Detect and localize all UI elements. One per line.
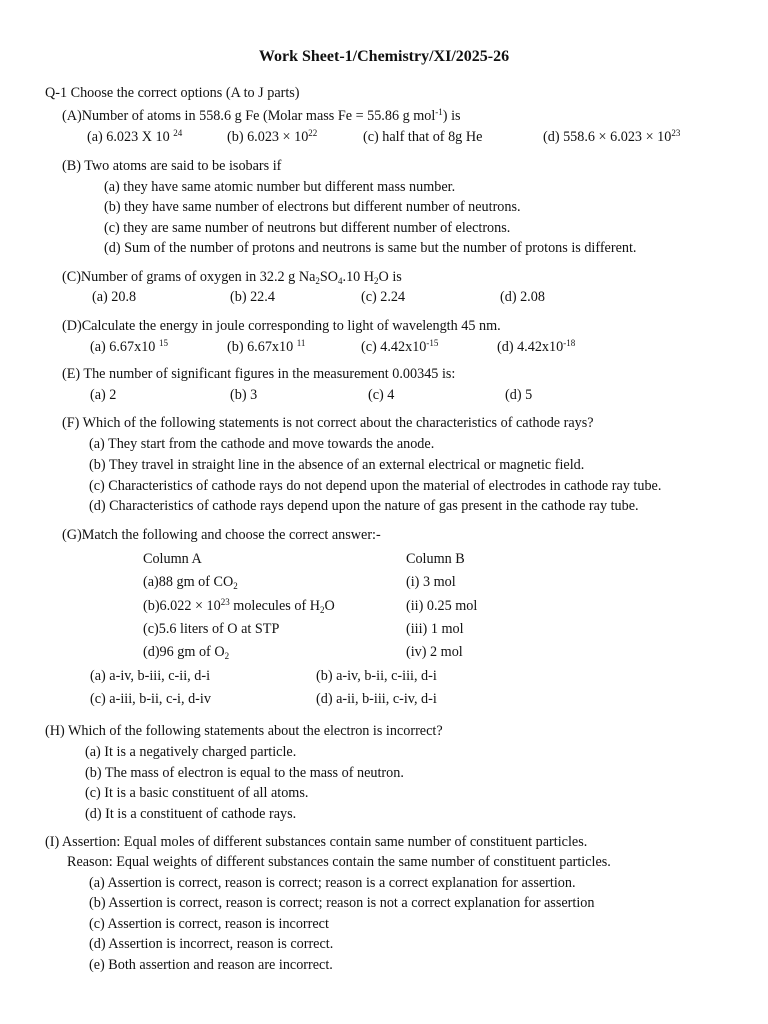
option-i-a: (a) Assertion is correct, reason is correct; reason is a correct explanation for assertion. xyxy=(89,875,576,891)
question-f: (F) Which of the following statements is not correct about the characteristics of cathode rays? xyxy=(62,415,594,431)
option-a-b: (b) $6.023 \times 10^{22}$ xyxy=(227,128,318,145)
reason-i: Reason: Equal weights of different substances contain the same number of constituent particles. xyxy=(67,854,611,870)
option-h-d: (d) It is a constituent of cathode rays. xyxy=(85,806,297,822)
column-a-header: Column A xyxy=(143,551,202,567)
option-c-b: (b) 22.4 xyxy=(230,289,275,305)
question-a xyxy=(62,107,461,125)
match-col-b-i: (i) 3 mol xyxy=(406,574,456,590)
option-i-d: (d) Assertion is incorrect, reason is correct. xyxy=(89,936,334,952)
option-e-c: (c) 4 xyxy=(368,387,395,403)
option-a-a: (a) 6.023 X 10 $^{24}$ xyxy=(87,128,183,145)
option-b-a: (a) they have same atomic number but different mass number. xyxy=(104,179,456,195)
match-col-b-iv: (iv) 2 mol xyxy=(406,644,463,660)
option-h-c: (c) It is a basic constituent of all atoms. xyxy=(85,785,309,801)
option-f-c: (c) Characteristics of cathode rays do not depend upon the material of electrodes in cathode ray tube. xyxy=(89,478,662,494)
question-e: (E) The number of significant figures in the measurement 0.00345 is: xyxy=(62,366,456,382)
worksheet-title: Work Sheet-1/Chemistry/XI/2025-26 xyxy=(258,48,510,65)
assertion-i: (I) Assertion: Equal moles of different substances contain same number of constituent particles. xyxy=(45,834,588,850)
option-f-a: (a) They start from the cathode and move towards the anode. xyxy=(89,436,435,452)
option-g-c: (c) a-iii, b-ii, c-i, d-iv xyxy=(90,691,211,707)
option-a-d: (d) $558.6 \times 6.023 \times 10^{23}$ xyxy=(543,128,681,145)
option-e-d: (d) 5 xyxy=(505,387,533,403)
question-b: (B) Two atoms are said to be isobars if xyxy=(62,158,282,174)
option-a-c: (c) half that of 8g He xyxy=(363,129,483,145)
option-g-a: (a) a-iv, b-iii, c-ii, d-i xyxy=(90,668,211,684)
option-d-c: (c) $4.42x10^{-15}$ xyxy=(361,338,439,355)
option-b-c: (c) they are same number of neutrons but different number of electrons. xyxy=(104,220,511,236)
match-row-c: (c)5.6 liters of O at STP xyxy=(143,621,280,637)
question-c: (C)Number of grams of oxygen in 32.2 g $Na_2SO_4.10$ $H_2O$ is xyxy=(62,269,402,286)
option-c-c: (c) 2.24 xyxy=(361,289,406,305)
option-e-b: (b) 3 xyxy=(230,387,258,403)
option-d-a: (a) 6.67x10 $^{15}$ xyxy=(90,338,168,355)
question-a-text-end: ) is xyxy=(442,108,461,124)
option-g-b: (b) a-iv, b-ii, c-iii, d-i xyxy=(316,668,437,684)
option-c-a: (a) 20.8 xyxy=(92,289,137,305)
question-h: (H) Which of the following statements about the electron is incorrect? xyxy=(45,723,443,739)
match-row-b: $(b)6.022 \times 10^{23}$ molecules of $H_2O$ xyxy=(143,597,335,615)
option-c-d: (d) 2.08 xyxy=(500,289,545,305)
option-d-d: (d) $4.42x10^{-18}$ xyxy=(497,338,576,355)
option-f-b: (b) They travel in straight line in the absence of an external electrical or magnetic field. xyxy=(89,457,585,473)
option-e-a: (a) 2 xyxy=(90,387,117,403)
option-b-d: (d) Sum of the number of protons and neutrons is same but the number of protons is different. xyxy=(104,240,637,256)
match-col-b-ii: (ii) 0.25 mol xyxy=(406,598,478,614)
option-h-a: (a) It is a negatively charged particle. xyxy=(85,744,297,760)
option-i-c: (c) Assertion is correct, reason is incorrect xyxy=(89,916,329,932)
option-b-b: (b) they have same number of electrons but different number of neutrons. xyxy=(104,199,521,215)
q1-heading: Q-1 Choose the correct options (A to J parts) xyxy=(45,85,300,101)
question-d: (D)Calculate the energy in joule corresponding to light of wavelength 45 nm. xyxy=(62,318,501,334)
column-b-header: Column B xyxy=(406,551,465,567)
question-a-label: (A) xyxy=(62,108,82,124)
match-row-d: (d)96 gm of $O_2$ xyxy=(143,644,230,661)
option-h-b: (b) The mass of electron is equal to the mass of neutron. xyxy=(85,765,404,781)
option-i-b: (b) Assertion is correct, reason is correct; reason is not a correct explanation for assertion xyxy=(89,895,595,911)
question-a-text: Number of atoms in 558.6 g Fe (Molar mass Fe = 55.86 g mol xyxy=(81,108,436,124)
option-g-d: (d) a-ii, b-iii, c-iv, d-i xyxy=(316,691,437,707)
question-g: (G)Match the following and choose the correct answer:- xyxy=(62,527,381,543)
match-row-a: (a)88 gm of $CO_2$ xyxy=(143,574,238,591)
match-col-b-iii: (iii) 1 mol xyxy=(406,621,464,637)
option-f-d: (d) Characteristics of cathode rays depend upon the nature of gas present in the cathode ray tube. xyxy=(89,498,639,514)
option-i-e: (e) Both assertion and reason are incorrect. xyxy=(89,957,333,973)
option-d-b: (b) 6.67x10 $^{11}$ xyxy=(227,338,306,355)
question-a-exponent: -1 xyxy=(435,107,443,117)
